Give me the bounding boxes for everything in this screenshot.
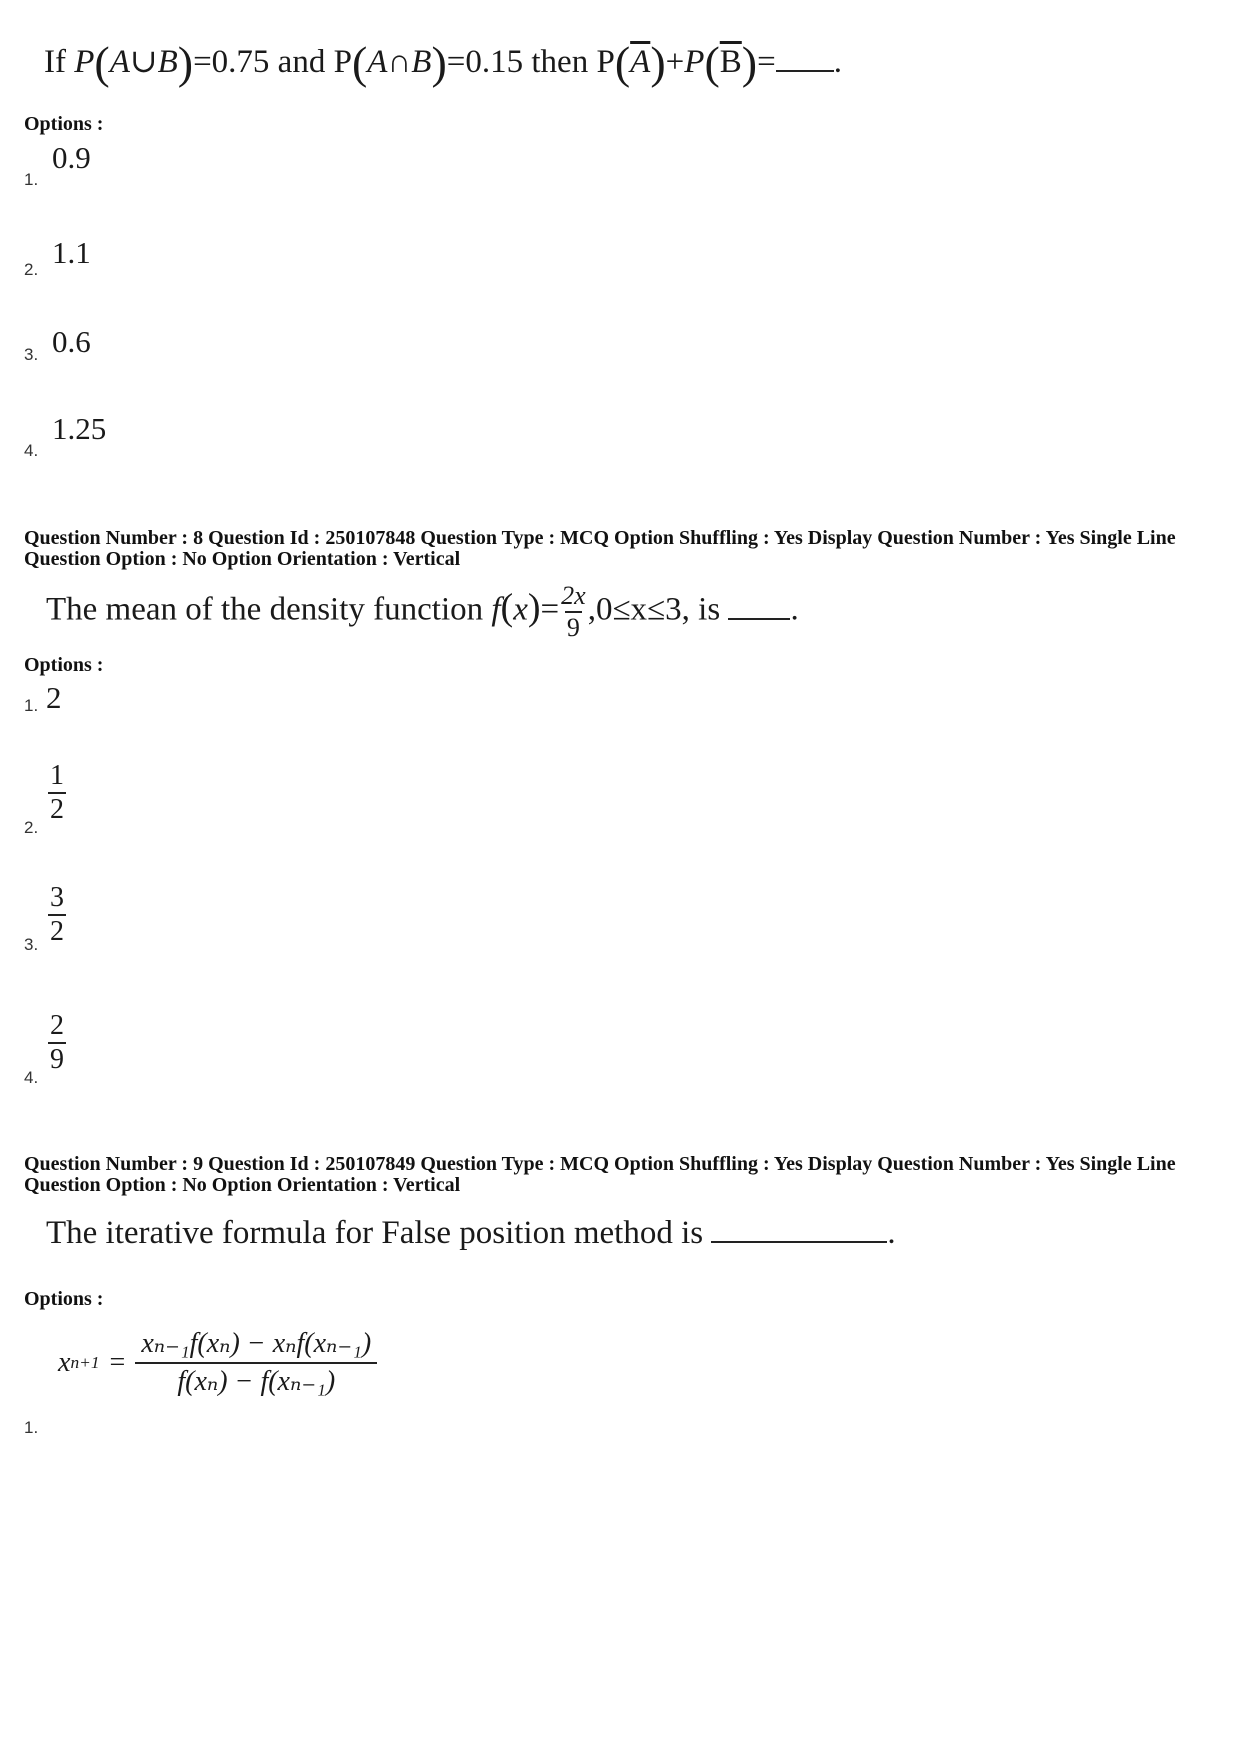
option-number: 4. [24, 1068, 39, 1087]
option-number: 4. [24, 441, 39, 460]
question-8-text: The mean of the density function f(x)= $\frac{2x}{9}$ ,0≤x≤3, is . [46, 581, 799, 642]
options-label: Options : [24, 654, 104, 676]
option-number: 1. [24, 696, 39, 715]
options-label: Options : [24, 113, 104, 135]
option-fraction: $\frac{2}{9}$ [50, 1010, 64, 1075]
option-fraction: $\frac{1}{2}$ [50, 760, 64, 825]
question-9-text: The iterative formula for False position method is . [46, 1215, 896, 1251]
option-number: 1. [24, 1418, 39, 1437]
option-value: 0.6 [52, 324, 91, 359]
option-formula: x n+1 = $\frac{\text{xₙ₋₁f(xₙ) − xₙf(xₙ₋₁)}}{\text{f(xₙ) − f(xₙ₋₁)}}$ [58, 1330, 377, 1396]
option-number: 2. [24, 818, 39, 837]
option-value: 1.1 [52, 235, 91, 270]
question-7-text: If P(A∪B)=0.75 and P(A∩B)=0.15 then $P(\overline{A})+P(\overline{B})=$ . [44, 37, 842, 88]
option-number: 1. [24, 170, 39, 189]
option-value: 0.9 [52, 140, 91, 175]
option-fraction: $\frac{3}{2}$ [50, 882, 64, 947]
option-number: 3. [24, 935, 39, 954]
question-meta: Question Number : 9 Question Id : 250107849 Question Type : MCQ Option Shuffling : Yes Display Question Number : Yes Single Line Question Option : No Option Orientation : Vertical [24, 1153, 1176, 1196]
option-value: 2 [46, 680, 62, 715]
option-number: 2. [24, 260, 39, 279]
options-label: Options : [24, 1288, 104, 1310]
option-number: 3. [24, 345, 39, 364]
option-value: 1.25 [52, 411, 107, 446]
question-meta: Question Number : 8 Question Id : 250107848 Question Type : MCQ Option Shuffling : Yes Display Question Number : Yes Single Line Question Option : No Option Orientation : Vertical [24, 527, 1176, 570]
